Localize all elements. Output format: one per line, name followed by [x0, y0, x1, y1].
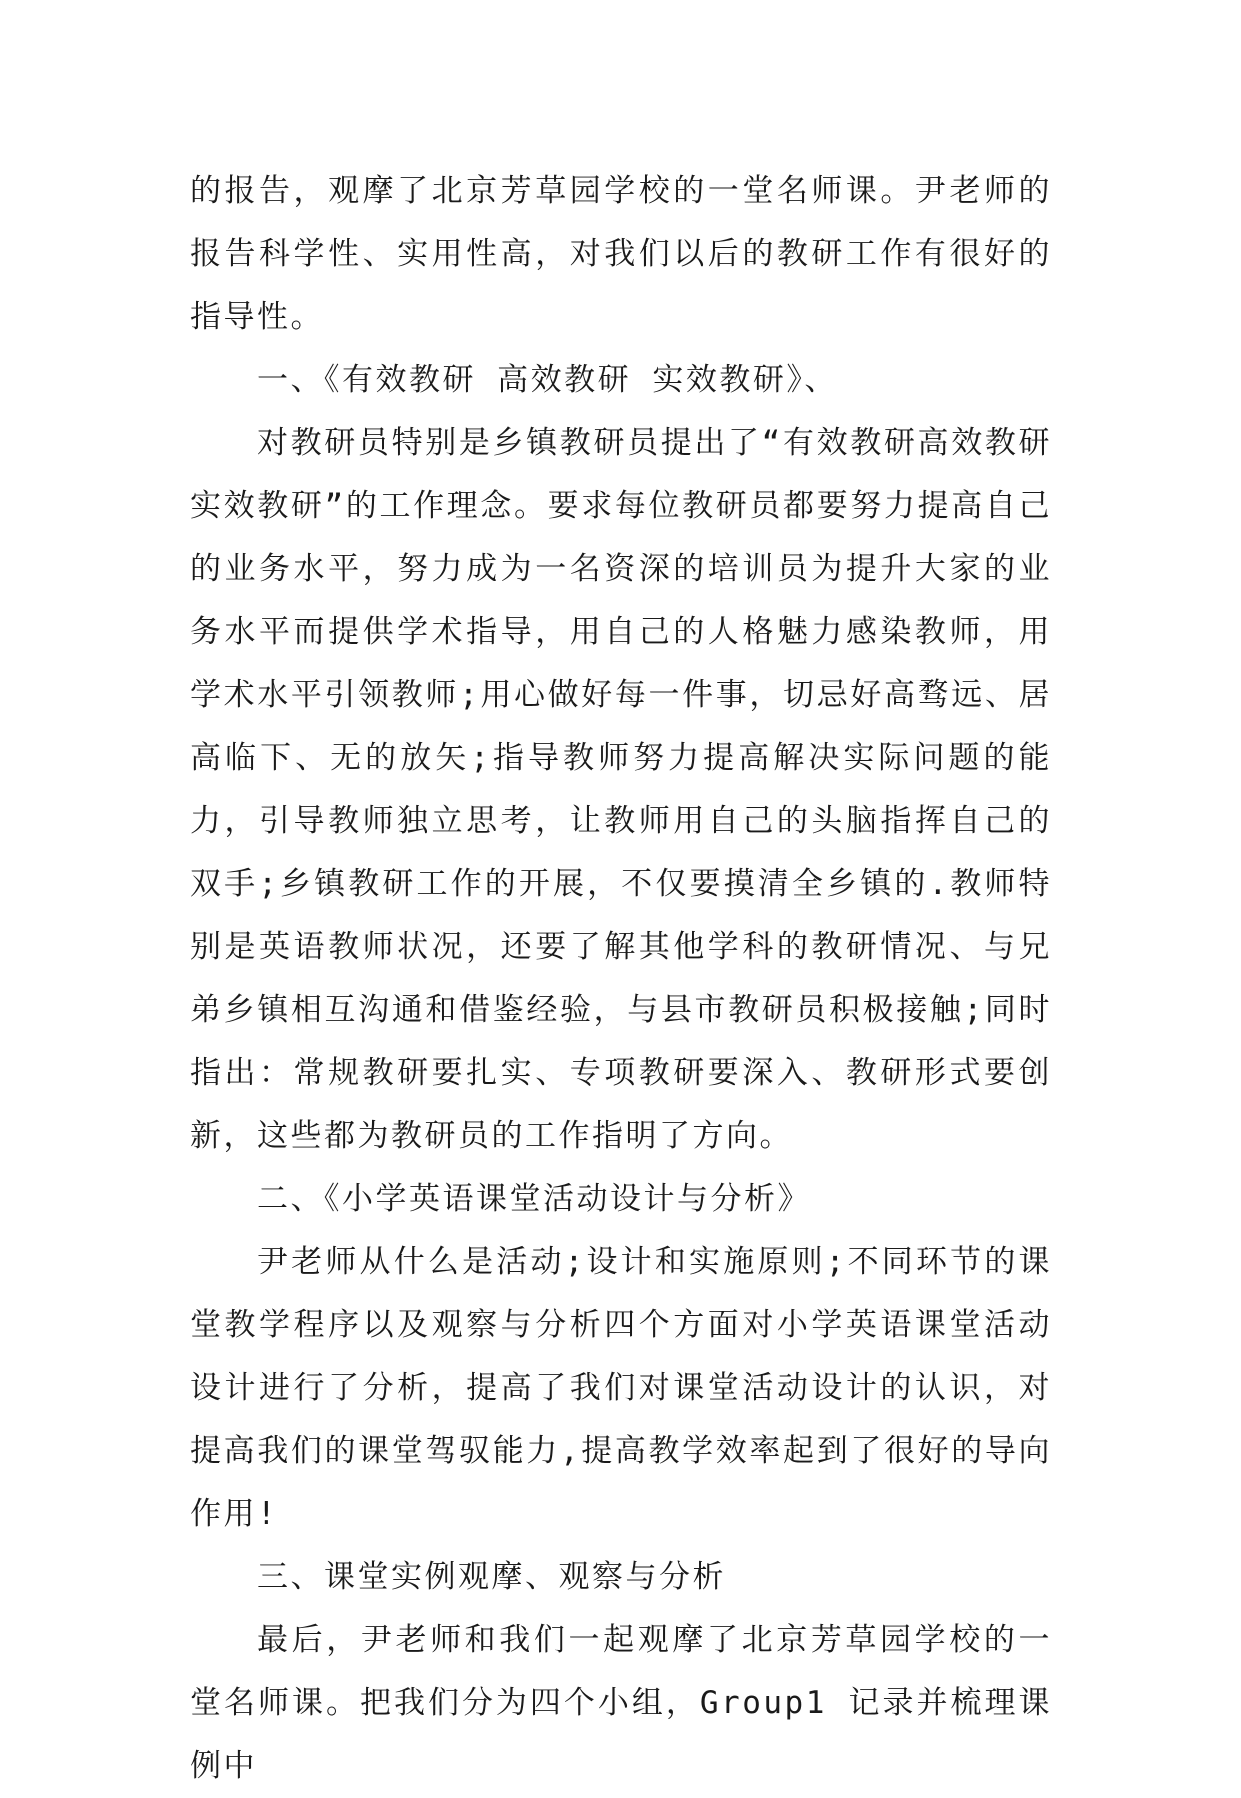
paragraph-section-3: 最后，尹老师和我们一起观摩了北京芳草园学校的一堂名师课。把我们分为四个小组，Group1 记录并梳理课例中	[190, 1622, 1052, 1784]
paragraph-section-2: 尹老师从什么是活动;设计和实施原则;不同环节的课堂教学程序以及观察与分析四个方面对小学英语课堂活动设计进行了分析，提高了我们对课堂活动设计的认识，对提高我们的课堂驾驭能力,提高教学效率起到了很好的导向作用!	[190, 1244, 1052, 1532]
section-heading-2: 二、《小学英语课堂活动设计与分析》	[257, 1181, 811, 1217]
paragraph-intro-continuation: 的报告，观摩了北京芳草园学校的一堂名师课。尹老师的报告科学性、实用性高，对我们以后的教研工作有很好的指导性。	[190, 173, 1052, 335]
document-body	[190, 160, 1052, 1798]
section-heading-1: 一、《有效教研 高效教研 实效教研》、	[257, 362, 838, 398]
paragraph-section-1: 对教研员特别是乡镇教研员提出了“有效教研高效教研实效教研”的工作理念。要求每位教研员都要努力提高自己的业务水平，努力成为一名资深的培训员为提升大家的业务水平而提供学术指导，用自己的人格魅力感染教师，用学术水平引领教师;用心做好每一件事，切忌好高骛远、居高临下、无的放矢;指导教师努力提高解决实际问题的能力，引导教师独立思考，让教师用自己的头脑指挥自己的双手;乡镇教研工作的开展，不仅要摸清全乡镇的.教师特别是英语教师状况，还要了解其他学科的教研情况、与兄弟乡镇相互沟通和借鉴经验，与县市教研员积极接触;同时指出：常规教研要扎实、专项教研要深入、教研形式要创新，这些都为教研员的工作指明了方向。	[190, 425, 1052, 1154]
section-heading-3: 三、课堂实例观摩、观察与分析	[257, 1559, 726, 1595]
